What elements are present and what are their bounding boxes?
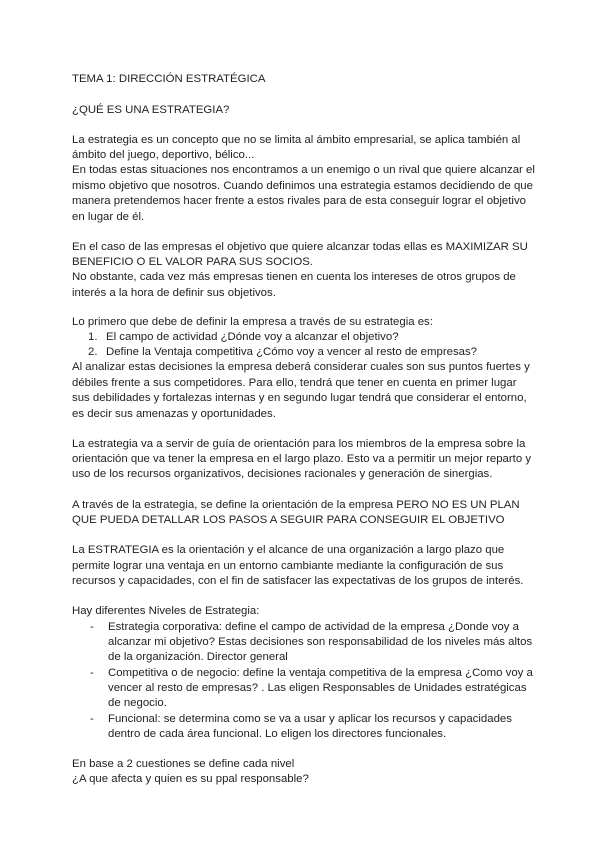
text-line: en lugar de él. — [72, 211, 145, 223]
list-item-line: alcanzar mi objetivo? Estas decisiones son responsabilidad de los niveles más altos — [108, 636, 533, 648]
text-line: Al analizar estas decisiones la empresa deberá considerar cuales son sus puntos fuertes y — [72, 361, 530, 373]
text-line: QUE PUEDA DETALLAR LOS PASOS A SEGUIR PARA CONSEGUIR EL OBJETIVO — [72, 514, 505, 526]
bullet-dash: - — [90, 621, 94, 633]
text-line: BENEFICIO O EL VALOR PARA SUS SOCIOS. — [72, 256, 313, 268]
text-line: interés a la hora de definir sus objetivos. — [72, 287, 276, 299]
list-item-line: dentro de cada área funcional. Lo eligen los directores funcionales. — [108, 728, 447, 740]
list-item-line: de la organización. Director general — [108, 651, 288, 663]
text-line: La estrategia es un concepto que no se limita al ámbito empresarial, se aplica también al — [72, 134, 521, 146]
text-line: En todas estas situaciones nos encontramos a un enemigo o un rival que quiere alcanzar el — [72, 164, 535, 176]
text-line: es decir sus amenazas y oportunidades. — [72, 408, 276, 420]
text-line: Hay diferentes Niveles de Estrategia: — [72, 605, 260, 617]
text-line: recursos y capacidades, con el fin de satisfacer las expectativas de los grupos de interés. — [72, 575, 524, 587]
text-line: Lo primero que debe de definir la empresa a través de su estrategia es: — [72, 316, 433, 328]
page-title: TEMA 1: DIRECCIÓN ESTRATÉGICA — [72, 73, 266, 85]
text-line: En el caso de las empresas el objetivo que quiere alcanzar todas ellas es MAXIMIZAR SU — [72, 241, 528, 253]
list-item-line: Estrategia corporativa: define el campo de actividad de la empresa ¿Donde voy a — [108, 621, 519, 633]
text-line: mismo objetivo que nosotros. Cuando definimos una estrategia estamos decidiendo de que — [72, 180, 533, 192]
list-number: 2. — [88, 346, 98, 358]
text-line: La ESTRATEGIA es la orientación y el alcance de una organización a largo plazo que — [72, 544, 505, 556]
text-line: débiles frente a sus competidores. Para ello, tendrá que tener en cuenta en primer lugar — [72, 377, 517, 389]
text-line: orientación que va tener la empresa en el largo plazo. Esto va a permitir un mejor reparto y — [72, 453, 532, 465]
bullet-dash: - — [90, 713, 94, 725]
bullet-dash: - — [90, 667, 94, 679]
text-line: En base a 2 cuestiones se define cada nivel — [72, 758, 295, 770]
list-number: 1. — [88, 331, 98, 343]
text-line: ámbito del juego, deportivo, bélico... — [72, 149, 255, 161]
list-item: El campo de actividad ¿Dónde voy a alcanzar el objetivo? — [106, 331, 399, 343]
list-item-line: de negocio. — [108, 697, 167, 709]
text-line: No obstante, cada vez más empresas tienen en cuenta los intereses de otros grupos de — [72, 271, 516, 283]
text-line: sus debilidades y fortalezas internas y en segundo lugar tendrá que considerar el entorno, — [72, 392, 527, 404]
list-item-line: Competitiva o de negocio: define la ventaja competitiva de la empresa ¿Como voy a — [108, 667, 533, 679]
text-line: La estrategia va a servir de guía de orientación para los miembros de la empresa sobre la — [72, 438, 526, 450]
text-line: A través de la estrategia, se define la orientación de la empresa PERO NO ES UN PLAN — [72, 499, 520, 511]
text-line: uso de los recursos organizativos, decisiones racionales y generación de sinergias. — [72, 468, 493, 480]
text-line: manera pretendemos hacer frente a estos rivales para de esta conseguir lograr el objetivo — [72, 195, 526, 207]
text-line: ¿A que afecta y quien es su ppal responsable? — [72, 773, 309, 785]
list-item-line: Funcional: se determina como se va a usar y aplicar los recursos y capacidades — [108, 713, 512, 725]
text-line: permite lograr una ventaja en un entorno cambiante mediante la configuración de sus — [72, 560, 504, 572]
list-item: Define la Ventaja competitiva ¿Cómo voy a vencer al resto de empresas? — [106, 346, 478, 358]
list-item-line: vencer al resto de empresas? . Las eligen Responsables de Unidades estratégicas — [108, 682, 527, 694]
section-heading: ¿QUÉ ES UNA ESTRATEGIA? — [72, 104, 230, 116]
